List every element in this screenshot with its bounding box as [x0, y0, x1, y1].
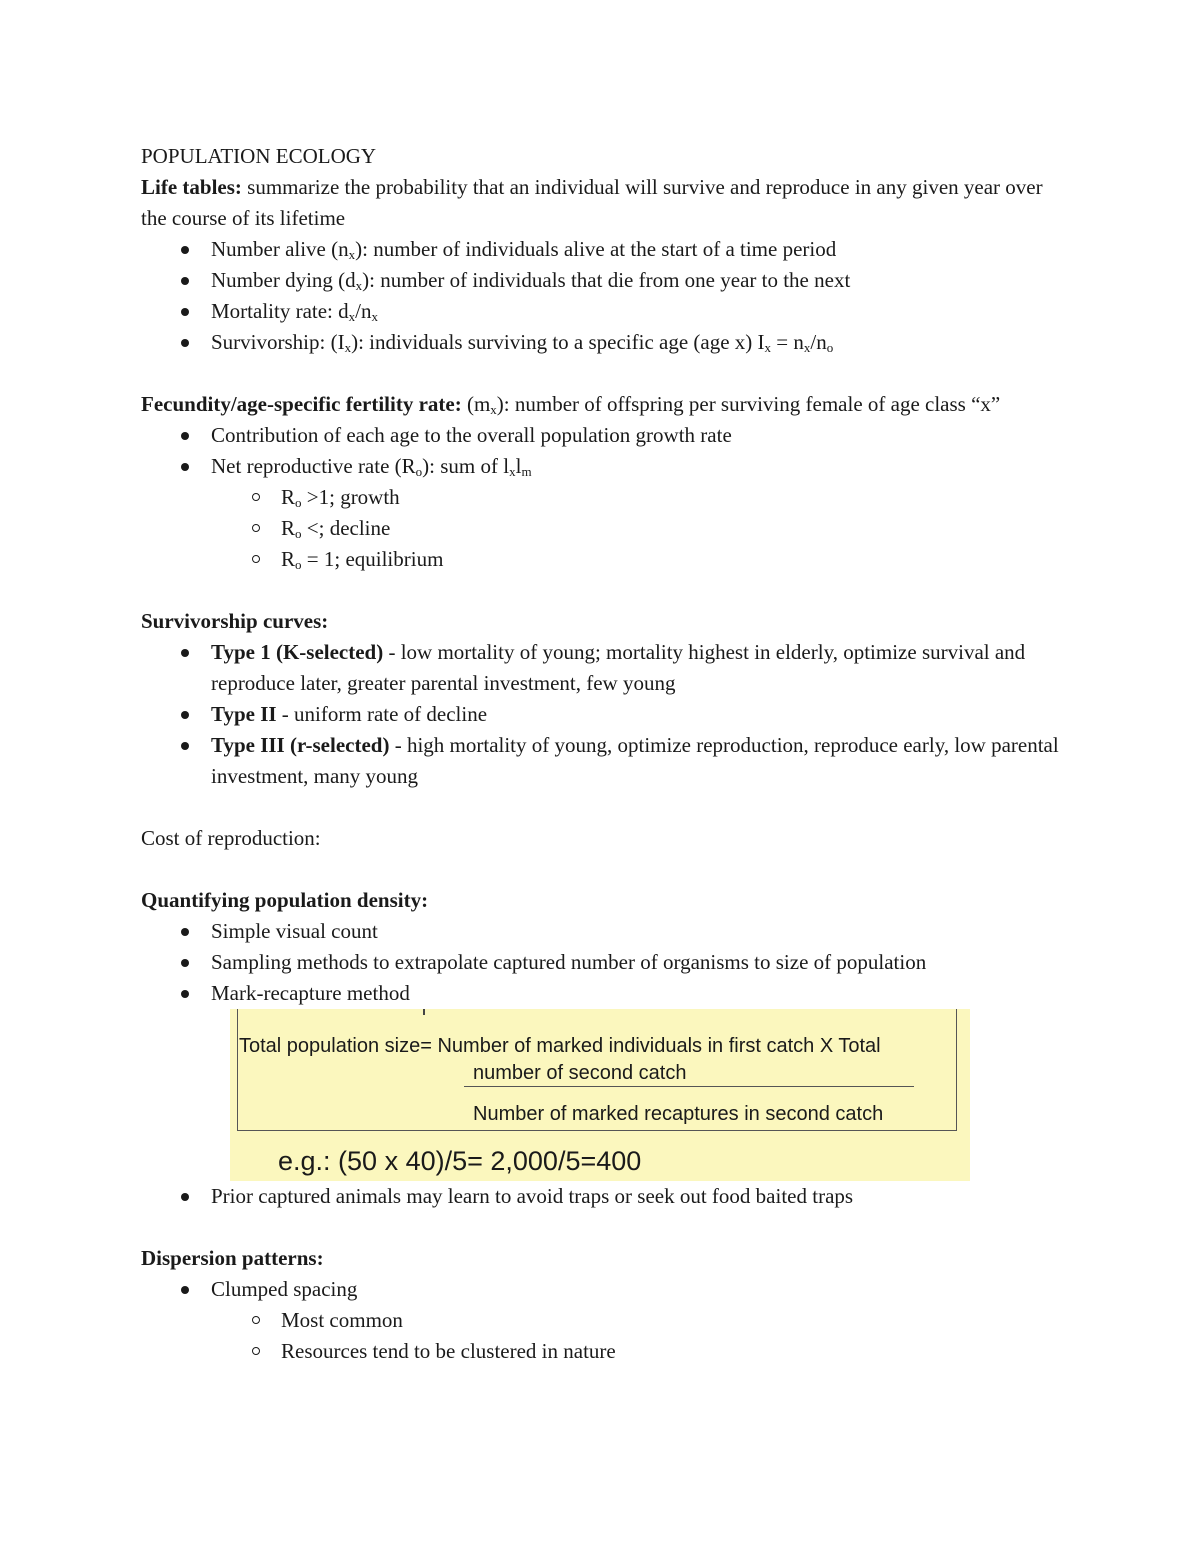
page-title: POPULATION ECOLOGY	[141, 144, 377, 168]
list-item: Type II - uniform rate of decline	[141, 699, 1071, 730]
density-list	[141, 916, 1071, 1009]
fecundity-list	[141, 420, 1071, 575]
list-item: Sampling methods to extrapolate captured number of organisms to size of population	[141, 947, 1071, 978]
document-body	[141, 141, 1071, 1367]
fecundity-label: Fecundity/age-specific fertility rate:	[141, 392, 462, 416]
list-item: Net reproductive rate $(R_o)$: sum of $l_xl_m$ $R_o >1$; growth $R_o$ <; decline $R_o = 1$; equilibrium	[141, 451, 1071, 575]
list-item: Simple visual count	[141, 916, 1071, 947]
list-item: Mark-recapture method	[141, 978, 1071, 1009]
list-item: $R_o >1$; growth	[141, 482, 1071, 513]
fecundity-paragraph: Fecundity/age-specific fertility rate: $(m_x)$: number of offspring per surviving female of age class “x”	[141, 392, 1001, 417]
clumped-sublist	[211, 1305, 1071, 1367]
growth-rate-sublist	[211, 482, 1071, 575]
survivorship-heading: Survivorship curves:	[141, 609, 329, 633]
list-item: Most common	[141, 1305, 1071, 1336]
list-item: Survivorship: $(I_x)$: individuals surviving to a specific age (age x) $I_x = n_x/n_o$	[141, 327, 1071, 358]
formula-line-2: number of second catch	[473, 1062, 687, 1084]
cost-of-reproduction: Cost of reproduction:	[141, 826, 321, 850]
list-item: Number dying $(d_x)$: number of individuals that die from one year to the next	[141, 265, 1071, 296]
list-item: Mortality rate: $d_x/n_x$	[141, 296, 1071, 327]
list-item: Type 1 (K-selected) - low mortality of young; mortality highest in elderly, optimize survival and reproduce later, greater parental investment, few young	[141, 637, 1071, 699]
list-item: Resources tend to be clustered in nature	[141, 1336, 1071, 1367]
list-item: Clumped spacing Most common Resources tend to be clustered in nature	[141, 1274, 1071, 1367]
dispersion-list	[141, 1274, 1071, 1367]
dispersion-heading: Dispersion patterns:	[141, 1246, 324, 1270]
fraction-bar	[464, 1086, 914, 1087]
list-item: $R_o$ <; decline	[141, 513, 1071, 544]
density-list-continued	[141, 1181, 1071, 1212]
density-heading: Quantifying population density:	[141, 888, 429, 912]
formula-tick	[423, 1009, 425, 1015]
life-tables-label: Life tables:	[141, 175, 242, 199]
list-item: $R_o = 1$; equilibrium	[141, 544, 1071, 575]
survivorship-list	[141, 637, 1071, 792]
formula-line-1: Total population size= Number of marked individuals in first catch X Total	[239, 1035, 881, 1057]
life-tables-paragraph	[141, 172, 1071, 234]
list-item: Type III (r-selected) - high mortality of young, optimize reproduction, reproduce early, low parental investment, many young	[141, 730, 1071, 792]
mark-recapture-formula-figure	[230, 1009, 970, 1181]
life-tables-list	[141, 234, 1071, 358]
formula-example: e.g.: (50 x 40)/5= 2,000/5=400	[278, 1146, 642, 1176]
formula-denominator: Number of marked recaptures in second catch	[473, 1103, 884, 1125]
list-item: Number alive $(n_x)$: number of individuals alive at the start of a time period	[141, 234, 1071, 265]
list-item: Contribution of each age to the overall population growth rate	[141, 420, 1071, 451]
life-tables-text: summarize the probability that an individual will survive and reproduce in any given year over the course of its lifetime	[141, 175, 1043, 230]
list-item: Prior captured animals may learn to avoid traps or seek out food baited traps	[141, 1181, 1071, 1212]
